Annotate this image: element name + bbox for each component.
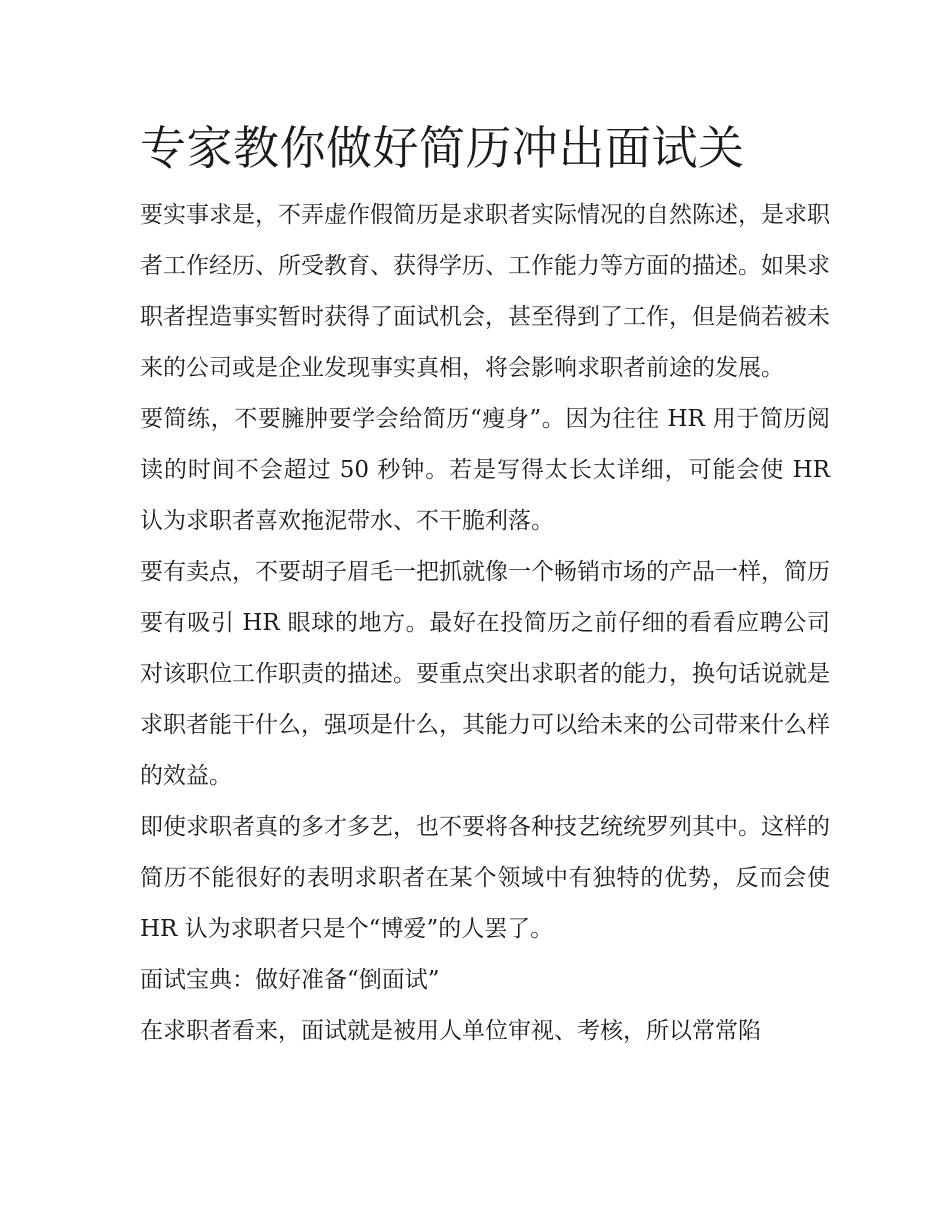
document-page [140,116,830,1057]
paragraph-interview-intro: 在求职者看来，面试就是被用人单位审视、考核，所以常常陷 [140,1018,761,1044]
paragraph-concise: 要简练，不要臃肿要学会给简历“瘦身”。因为往往 HR 用于简历阅读的时间不会超过 50 秒钟。若是写得太长太详细，可能会使 HR 认为求职者喜欢拖泥带水、不干脆利落。 [140,406,830,534]
paragraph-focus: 即使求职者真的多才多艺，也不要将各种技艺统统罗列其中。这样的简历不能很好的表明求职者在某个领域中有独特的优势，反而会使 HR 认为求职者只是个“博爱”的人罢了。 [140,814,830,942]
document-title: 专家教你做好简历冲出面试关 [140,121,745,175]
paragraph-truthfulness: 要实事求是，不弄虚作假简历是求职者实际情况的自然陈述，是求职者工作经历、所受教育、获得学历、工作能力等方面的描述。如果求职者捏造事实暂时获得了面试机会，甚至得到了工作，但是倘若被未来的公司或是企业发现事实真相，将会影响求职者前途的发展。 [140,202,830,381]
section-heading-interview: 面试宝典：做好准备“倒面试” [140,967,440,993]
paragraph-selling-points: 要有卖点，不要胡子眉毛一把抓就像一个畅销市场的产品一样，简历要有吸引 HR 眼球的地方。最好在投简历之前仔细的看看应聘公司对该职位工作职责的描述。要重点突出求职者的能力，换句话说就是求职者能干什么，强项是什么，其能力可以给未来的公司带来什么样的效益。 [140,559,830,789]
